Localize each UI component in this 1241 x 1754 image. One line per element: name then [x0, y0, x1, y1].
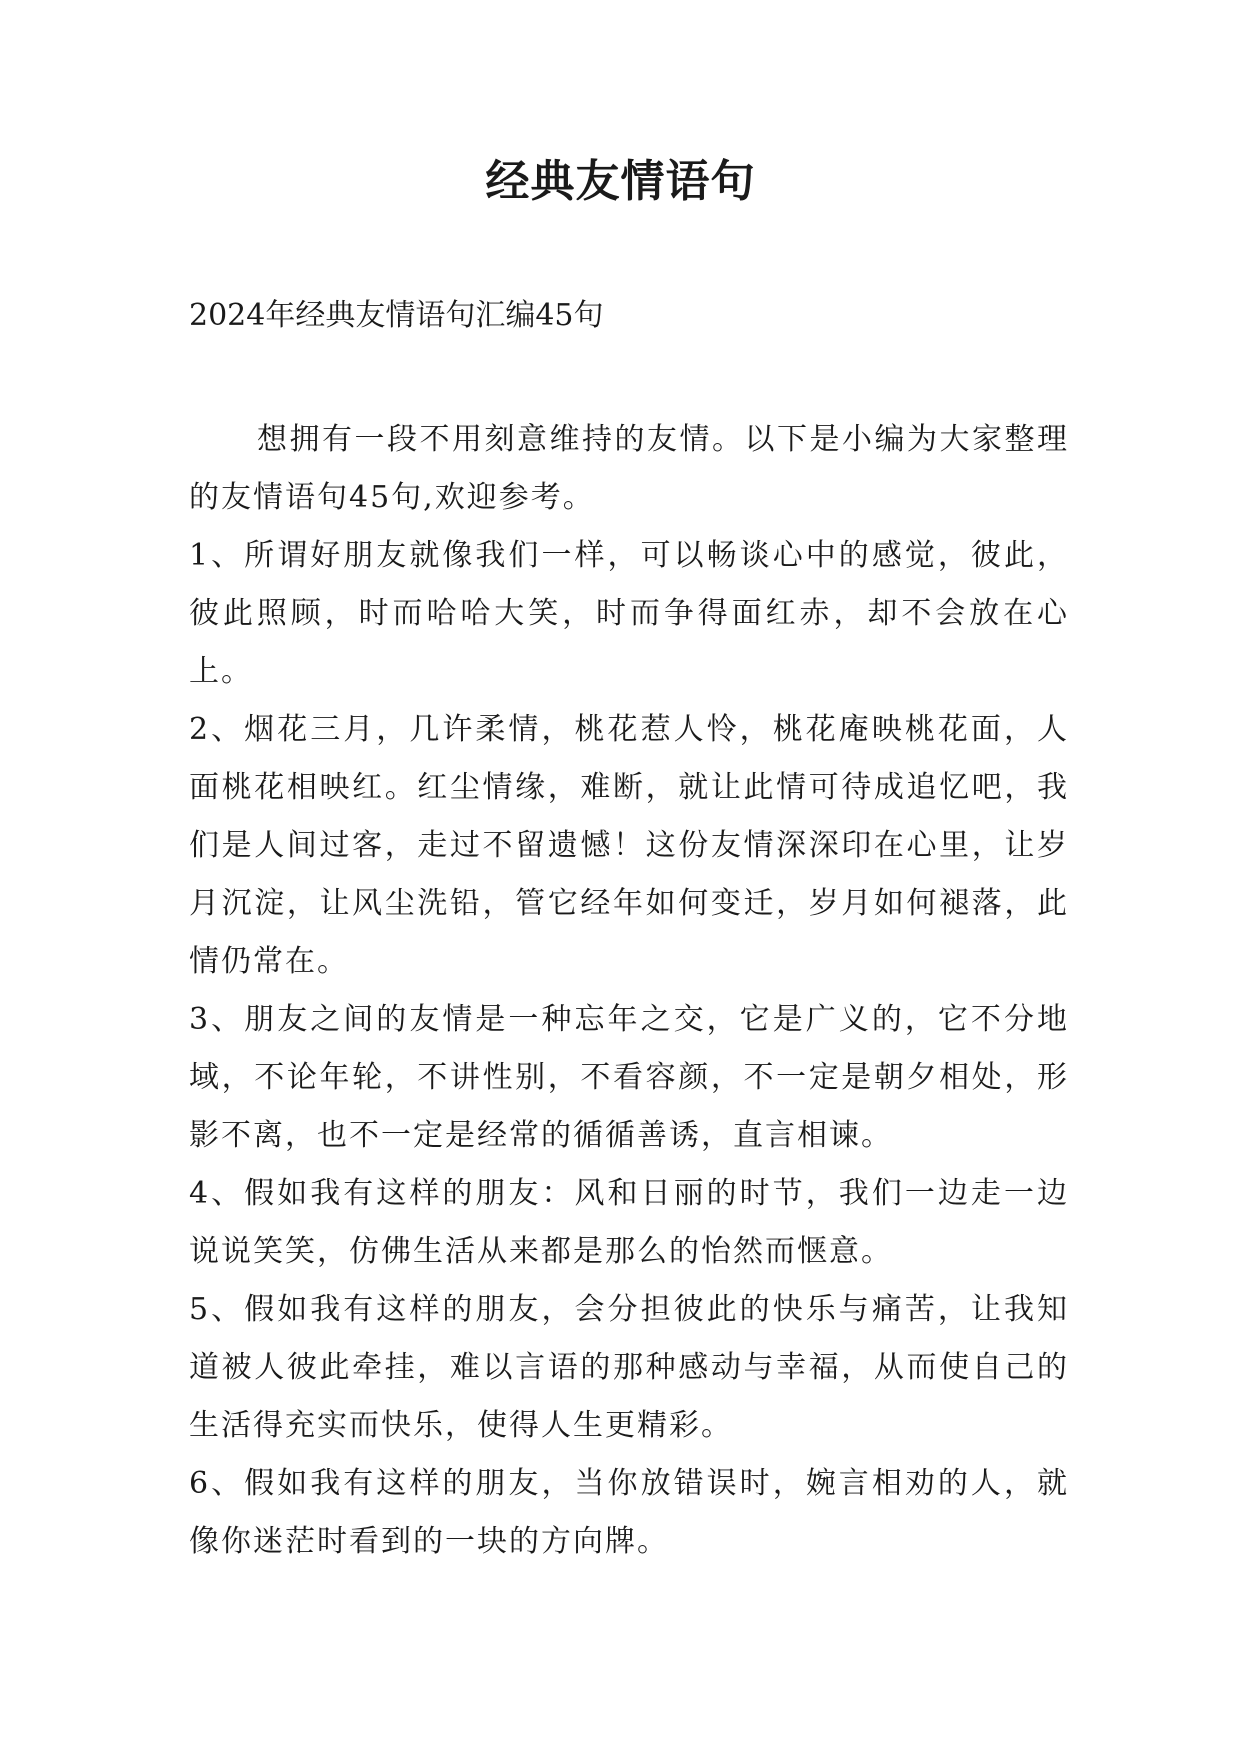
list-item: 5、假如我有这样的朋友，会分担彼此的快乐与痛苦，让我知道被人彼此牵挂，难以言语的那种感动与幸福，从而使自己的生活得充实而快乐，使得人生更精彩。	[189, 1292, 1069, 1443]
document-subtitle: 2024年经典友情语句汇编45句	[189, 298, 604, 333]
intro-paragraph: 想拥有一段不用刻意维持的友情。以下是小编为大家整理的友情语句45句,欢迎参考。	[189, 422, 1069, 515]
document-title: 经典友情语句	[485, 156, 756, 207]
list-item: 4、假如我有这样的朋友：风和日丽的时节，我们一边走一边说说笑笑，仿佛生活从来都是那么的怡然而惬意。	[189, 1176, 1069, 1269]
list-item: 3、朋友之间的友情是一种忘年之交，它是广义的，它不分地域，不论年轮，不讲性别，不看容颜，不一定是朝夕相处，形影不离，也不一定是经常的循循善诱，直言相谏。	[189, 1002, 1069, 1153]
list-item: 6、假如我有这样的朋友，当你放错误时，婉言相劝的人，就像你迷茫时看到的一块的方向牌。	[189, 1466, 1069, 1559]
document-body	[189, 411, 1069, 1571]
list-item: 1、所谓好朋友就像我们一样，可以畅谈心中的感觉，彼此，彼此照顾，时而哈哈大笑，时而争得面红赤，却不会放在心上。	[189, 538, 1069, 689]
list-item: 2、烟花三月，几许柔情，桃花惹人怜，桃花庵映桃花面，人面桃花相映红。红尘情缘，难断，就让此情可待成追忆吧，我们是人间过客，走过不留遗憾！这份友情深深印在心里，让岁月沉淀，让风尘洗铅，管它经年如何变迁，岁月如何褪落，此情仍常在。	[189, 712, 1069, 979]
